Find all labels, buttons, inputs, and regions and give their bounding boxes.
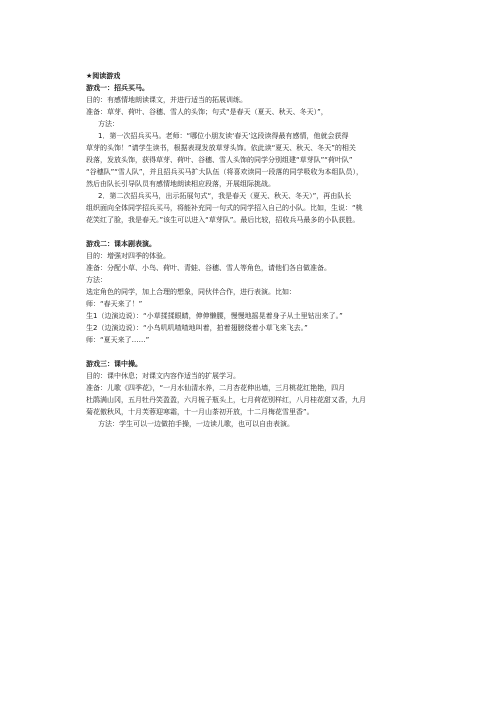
paragraph-line: 花笑红了脸，我是春天。”该生可以进入“草芽队”。最后比较，招收兵马最多的小队获胜。 bbox=[86, 216, 360, 224]
section-gap bbox=[86, 346, 422, 358]
paragraph-line: 1．第一次招兵买马。老师：“哪位小朋友读‘春天’这段读得最有感情，他就会获得 bbox=[98, 132, 349, 140]
document-heading: ★阅读游戏 bbox=[86, 72, 121, 80]
section-title: 游戏一：招兵买马。 bbox=[86, 84, 149, 92]
paragraph-line: 选定角色的同学，加上合理的想象，同伙伴合作，进行表演。比如： bbox=[86, 288, 296, 296]
paragraph-line: 准备：分配小草、小鸟、荷叶、青蛙、谷穗、雪人等角色，请他们各自做准备。 bbox=[86, 264, 331, 272]
paragraph-line: 菊花傲秋风，十月芙蓉迎寒霜，十一月山茶初开放，十二月梅花雪里香”。 bbox=[86, 408, 314, 416]
section-title: 游戏二：课本剧表演。 bbox=[86, 240, 156, 248]
paragraph-line: 生1（边演边说）：“小草揉揉眼睛，伸伸懒腰，慢慢地摇晃着身子从土里钻出来了。” bbox=[86, 312, 343, 320]
paragraph-line: 杜鹃满山冈，五月牡丹笑盈盈，六月栀子瓶头上，七月荷花别样红，八月桂花甜又香，九月 bbox=[86, 396, 366, 404]
paragraph-line: 方法：学生可以一边做拍手操，一边读儿歌，也可以自由表演。 bbox=[98, 420, 294, 428]
section-title: 游戏三：课中操。 bbox=[86, 360, 142, 368]
sections-container bbox=[86, 82, 422, 430]
paragraph-line: 目的：课中休息；对课文内容作适当的扩展学习。 bbox=[86, 372, 240, 380]
paragraph-line: 草芽的头饰！”请学生读书，根据表现发放草芽头饰。依此读“夏天、秋天、冬天”的相关 bbox=[86, 144, 356, 152]
section-gap bbox=[86, 226, 422, 238]
paragraph-line: 目的：有感情地朗读课文，并进行适当的拓展训练。 bbox=[86, 96, 247, 104]
paragraph-line: 组织面向全体同学招兵买马，将能补充同一句式的同学招入自己的小队。比如，生说：“桃 bbox=[86, 204, 363, 212]
paragraph-line: 然后由队长引导队员有感情地朗读相应段落，开展组际挑战。 bbox=[86, 180, 275, 188]
paragraph-line: 准备：儿歌《四季花》，“一月水仙清水养，二月杏花伸出墙，三月桃花红艳艳，四月 bbox=[86, 384, 346, 392]
paragraph-line: 师：“春天来了！” bbox=[86, 300, 143, 308]
paragraph-line: 方法： bbox=[86, 276, 107, 284]
document-page bbox=[86, 70, 422, 430]
paragraph-line: 生2（边演边说）：“小鸟叽叽喳喳地叫着，拍着翅膀绕着小草飞来飞去。” bbox=[86, 324, 308, 332]
paragraph-line: 段落，发放头饰，获得草芽、荷叶、谷穗、雪人头饰的同学分别组建“草芽队”“荷叶队” bbox=[86, 156, 353, 164]
paragraph-line: 2．第二次招兵买马，出示拓展句式“，我是春天（夏天、秋天、冬天）”，再由队长 bbox=[98, 192, 352, 200]
paragraph-line: 目的：增强对四季的体验。 bbox=[86, 252, 170, 260]
paragraph-line: 准备：草芽、荷叶、谷穗、雪人的头饰；句式“是春天（夏天、秋天、冬天）”， bbox=[86, 108, 328, 116]
paragraph-line: “谷穗队”“雪人队”，并且招兵买马扩大队伍（将喜欢读同一段落的同学吸收为本组队员）， bbox=[86, 168, 364, 176]
paragraph-line: 师：“夏天来了……” bbox=[86, 336, 150, 344]
paragraph-line: 方法： bbox=[98, 120, 119, 128]
